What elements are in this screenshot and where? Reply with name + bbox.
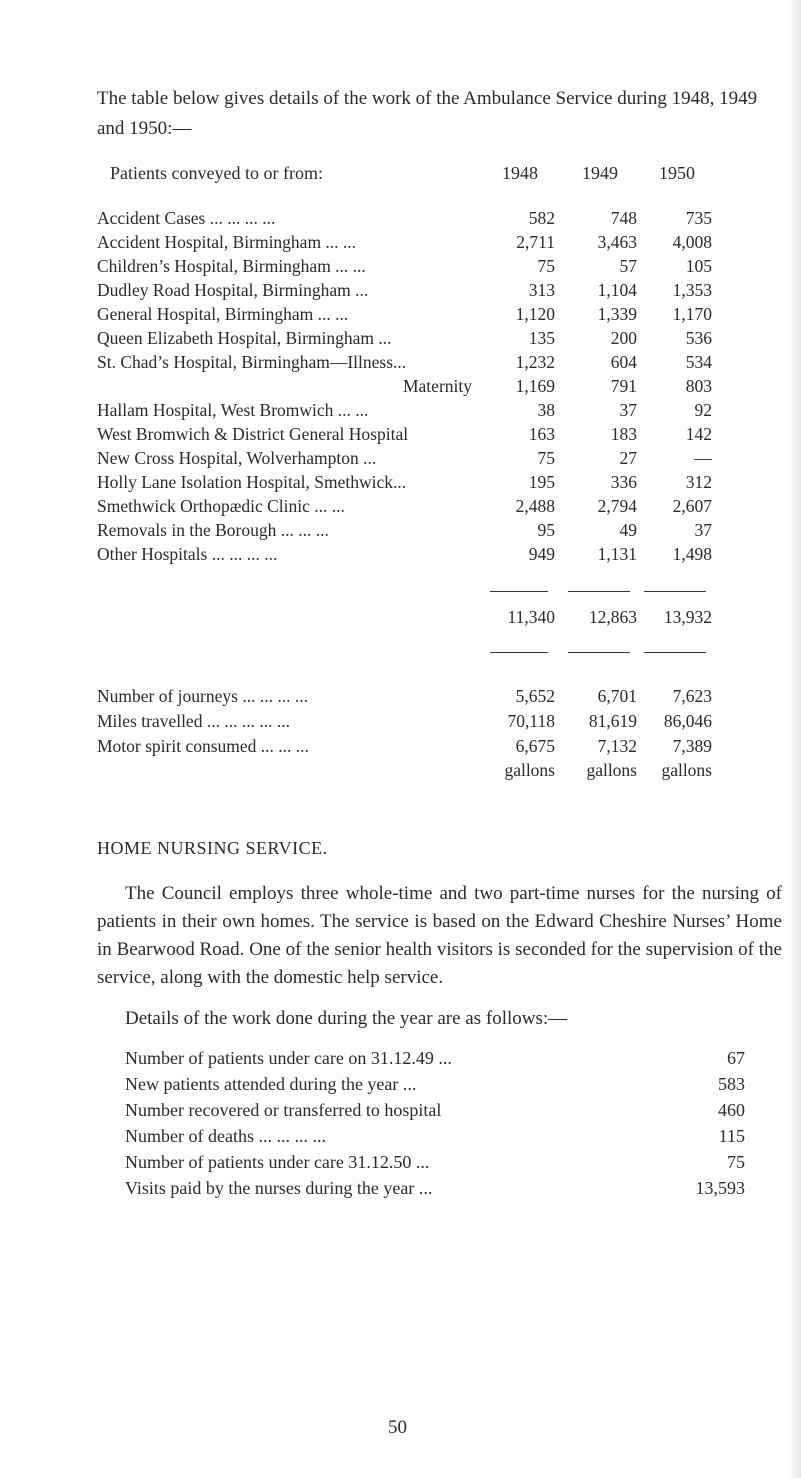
row-label: West Bromwich & District General Hospital: [97, 424, 409, 444]
value-1948: 95: [537, 520, 555, 540]
value-1950: 803: [685, 376, 712, 396]
row-label: Dudley Road Hospital, Birmingham ...: [97, 280, 369, 300]
value-1950: 92: [694, 400, 712, 420]
table-row: [97, 400, 757, 424]
value-1948: 135: [528, 328, 555, 348]
value-1949: 604: [610, 352, 637, 372]
value-1949: 1,104: [597, 280, 637, 300]
table-row: [97, 686, 757, 710]
value-1948: 75: [537, 256, 555, 276]
value-1950: —: [694, 448, 712, 468]
row-label: Queen Elizabeth Hospital, Birmingham ...: [97, 328, 392, 348]
total-rule-bottom-1950: [644, 652, 706, 653]
value-1950: 1,170: [672, 304, 712, 324]
value-1948: 1,232: [515, 352, 555, 372]
value-1948: 6,675: [515, 736, 555, 756]
table-row: [97, 424, 757, 448]
year-header-1948: 1948: [502, 163, 538, 183]
section-paragraph: [97, 880, 782, 992]
value-1949: 200: [610, 328, 637, 348]
value-1948: 70,118: [507, 711, 555, 731]
units-row: [97, 760, 757, 784]
stat-value: 75: [727, 1152, 745, 1172]
table-row: [97, 208, 757, 232]
value-1949: 27: [619, 448, 637, 468]
value-1950: 4,008: [672, 232, 712, 252]
value-1950: 534: [685, 352, 712, 372]
value-1949: 1,339: [597, 304, 637, 324]
stat-row: [125, 1100, 745, 1126]
table-row: [97, 544, 757, 568]
value-1948: 5,652: [515, 686, 555, 706]
totals-row: [97, 607, 757, 631]
stat-value: 115: [718, 1126, 745, 1146]
year-header-1949: 1949: [582, 163, 618, 183]
row-label: Accident Hospital, Birmingham ... ...: [97, 232, 357, 252]
stat-value: 460: [718, 1100, 745, 1120]
value-1950: 142: [685, 424, 712, 444]
row-label: Miles travelled ... ... ... ... ...: [97, 711, 290, 731]
total-1948: 11,340: [507, 607, 555, 627]
value-1949: 6,701: [597, 686, 637, 706]
row-label: Number of journeys ... ... ... ...: [97, 686, 308, 706]
stat-label: Number of deaths ... ... ... ...: [125, 1126, 326, 1146]
table-row: [97, 352, 757, 376]
value-1950: 1,353: [672, 280, 712, 300]
value-1949: 1,131: [597, 544, 637, 564]
value-1949: 748: [610, 208, 637, 228]
table-row: [97, 280, 757, 304]
unit-1950: gallons: [661, 760, 712, 780]
row-label: Holly Lane Isolation Hospital, Smethwick...: [97, 472, 407, 492]
stat-label: Number of patients under care on 31.12.49 ...: [125, 1048, 452, 1068]
value-1948: 949: [528, 544, 555, 564]
total-rule-top-1948: [490, 591, 548, 592]
stat-row: [125, 1074, 745, 1100]
table-row: [97, 232, 757, 256]
row-label: Motor spirit consumed ... ... ...: [97, 736, 309, 756]
total-rule-bottom-1949: [568, 652, 630, 653]
value-1950: 2,607: [672, 496, 712, 516]
table-row: [97, 376, 757, 400]
table-row: [97, 448, 757, 472]
row-label: General Hospital, Birmingham ... ...: [97, 304, 349, 324]
intro-paragraph: The table below gives details of the work of the Ambulance Service during 1948, 1949 and 1950:—: [97, 88, 758, 139]
stat-value: 583: [718, 1074, 745, 1094]
row-label: Accident Cases ... ... ... ...: [97, 208, 276, 228]
year-header-1950: 1950: [659, 163, 695, 183]
row-label: Removals in the Borough ... ... ...: [97, 520, 329, 540]
value-1950: 37: [694, 520, 712, 540]
value-1949: 57: [619, 256, 637, 276]
table-row: [97, 736, 757, 760]
table-row: [97, 496, 757, 520]
section-heading: HOME NURSING SERVICE.: [97, 838, 328, 858]
value-1948: 1,120: [515, 304, 555, 324]
value-1950: 7,623: [672, 686, 712, 706]
stat-label: Number recovered or transferred to hospital: [125, 1100, 442, 1120]
row-label: Hallam Hospital, West Bromwich ... ...: [97, 400, 369, 420]
unit-1949: gallons: [586, 760, 637, 780]
value-1950: 312: [685, 472, 712, 492]
value-1949: 336: [610, 472, 637, 492]
total-1949: 12,863: [588, 607, 637, 627]
value-1949: 2,794: [597, 496, 637, 516]
value-1950: 105: [685, 256, 712, 276]
row-label: St. Chad’s Hospital, Birmingham—Illness...: [97, 352, 407, 372]
value-1948: 582: [528, 208, 555, 228]
stat-row: [125, 1178, 745, 1204]
stat-row: [125, 1126, 745, 1152]
page-edge-shadow: [787, 0, 801, 1478]
value-1949: 791: [610, 376, 637, 396]
value-1950: 1,498: [672, 544, 712, 564]
stat-value: 67: [727, 1048, 745, 1068]
details-intro: Details of the work done during the year are as follows:—: [125, 1008, 568, 1029]
row-label: Other Hospitals ... ... ... ...: [97, 544, 278, 564]
total-rule-top-1950: [644, 591, 706, 592]
stat-row: [125, 1152, 745, 1178]
value-1948: 1,169: [515, 376, 555, 396]
value-1950: 86,046: [663, 711, 712, 731]
unit-1948: gallons: [504, 760, 555, 780]
stat-value: 13,593: [695, 1178, 745, 1198]
table-header-label: Patients conveyed to or from:: [110, 163, 323, 183]
value-1949: 183: [610, 424, 637, 444]
value-1948: 313: [528, 280, 555, 300]
value-1949: 49: [619, 520, 637, 540]
row-label: New Cross Hospital, Wolverhampton ...: [97, 448, 377, 468]
total-rule-top-1949: [568, 591, 630, 592]
page-number: 50: [388, 1417, 407, 1438]
stat-label: Visits paid by the nurses during the year ...: [125, 1178, 433, 1198]
value-1950: 7,389: [672, 736, 712, 756]
value-1948: 75: [537, 448, 555, 468]
total-1950: 13,932: [663, 607, 712, 627]
value-1949: 3,463: [597, 232, 637, 252]
stat-label: New patients attended during the year ...: [125, 1074, 417, 1094]
table-row: [97, 520, 757, 544]
value-1949: 37: [619, 400, 637, 420]
row-label: Maternity: [402, 376, 472, 396]
value-1950: 735: [685, 208, 712, 228]
table-row: [97, 711, 757, 735]
table-row: [97, 328, 757, 352]
value-1949: 81,619: [588, 711, 637, 731]
value-1948: 195: [528, 472, 555, 492]
table-row: [97, 472, 757, 496]
stat-label: Number of patients under care 31.12.50 ...: [125, 1152, 430, 1172]
paragraph-text: The Council employs three whole-time and two part-time nurses for the nursing of patients in their own homes. The service is based on the Edward Cheshire Nurses’ Home in Bearwood Road. One of the senior health visitors is seconded for the supervision of the service, along with the domestic help service.: [97, 883, 782, 988]
table-row: [97, 256, 757, 280]
row-label: Children’s Hospital, Birmingham ... ...: [97, 256, 366, 276]
value-1948: 2,711: [516, 232, 555, 252]
value-1948: 38: [537, 400, 555, 420]
value-1950: 536: [685, 328, 712, 348]
total-rule-bottom-1948: [490, 652, 548, 653]
table-row: [97, 304, 757, 328]
value-1948: 2,488: [515, 496, 555, 516]
stat-row: [125, 1048, 745, 1074]
value-1948: 163: [528, 424, 555, 444]
row-label: Smethwick Orthopædic Clinic ... ...: [97, 496, 345, 516]
value-1949: 7,132: [597, 736, 637, 756]
